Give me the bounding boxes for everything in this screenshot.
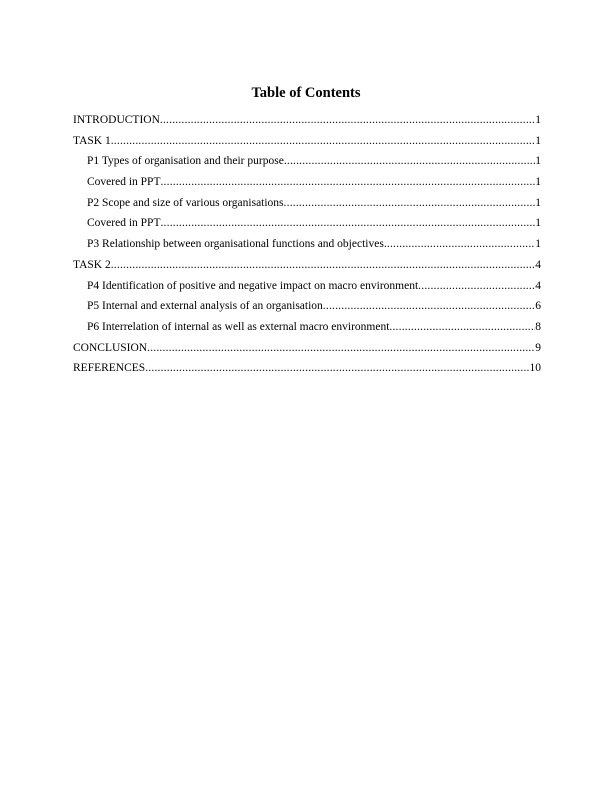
toc-entry-p2[interactable] xyxy=(73,196,541,217)
toc-entry-p1[interactable] xyxy=(73,154,541,175)
toc-entry-p4[interactable] xyxy=(73,279,541,300)
dot-leader xyxy=(389,320,535,334)
dot-leader xyxy=(111,134,536,148)
toc-entry-references[interactable] xyxy=(73,361,541,382)
toc-entry-page: 8 xyxy=(535,320,541,333)
dot-leader xyxy=(384,237,535,251)
toc-entry-label: P4 Identification of positive and negative impact on macro environment xyxy=(87,279,419,292)
dot-leader xyxy=(147,341,535,355)
toc-entry-page: 1 xyxy=(535,114,541,126)
toc-entry-label: REFERENCES xyxy=(73,362,146,375)
toc-entry-introduction[interactable] xyxy=(73,113,541,134)
dot-leader xyxy=(284,196,536,210)
toc-entry-label: P2 Scope and size of various organisations xyxy=(87,196,284,209)
toc-entry-p5[interactable] xyxy=(73,299,541,320)
toc-entry-label: P5 Internal and external analysis of an organisation xyxy=(87,300,323,313)
toc-entry-label: Covered in PPT xyxy=(87,217,161,230)
toc-entry-task-2[interactable] xyxy=(73,258,541,279)
toc-entry-label: TASK 1 xyxy=(73,134,111,147)
toc-entry-page: 1 xyxy=(535,155,541,168)
toc-entry-label: P3 Relationship between organisational functions and objectives xyxy=(87,238,384,251)
toc-entry-p3[interactable] xyxy=(73,237,541,258)
toc-entry-page: 1 xyxy=(535,196,541,209)
toc-entry-p6[interactable] xyxy=(73,320,541,341)
toc-entry-conclusion[interactable] xyxy=(73,341,541,362)
toc-entry-label: Covered in PPT xyxy=(87,176,161,189)
toc-entry-page: 10 xyxy=(529,362,541,375)
toc-entry-label: INTRODUCTION xyxy=(73,114,160,126)
toc-entry-page: 1 xyxy=(535,238,541,251)
toc-entry-page: 4 xyxy=(535,258,541,271)
toc-entry-label: P6 Interrelation of internal as well as external macro environment xyxy=(87,320,390,333)
toc-entry-label: CONCLUSION xyxy=(73,341,148,354)
toc-entry-page: 6 xyxy=(535,300,541,313)
dot-leader xyxy=(111,258,536,272)
dot-leader xyxy=(160,175,535,189)
toc-entry-label: P1 Types of organisation and their purpose xyxy=(87,155,284,168)
toc-list xyxy=(73,113,541,382)
dot-leader xyxy=(323,299,535,313)
dot-leader xyxy=(418,279,535,293)
toc-entry-task-1[interactable] xyxy=(73,134,541,155)
toc-entry-label: TASK 2 xyxy=(73,258,111,271)
dot-leader xyxy=(145,361,529,375)
toc-entry-page: 4 xyxy=(535,279,541,292)
toc-entry-page: 1 xyxy=(535,217,541,230)
dot-leader xyxy=(160,113,535,127)
dot-leader xyxy=(284,154,535,168)
toc-entry-covered-in-ppt-1[interactable] xyxy=(73,175,541,196)
toc-entry-page: 9 xyxy=(535,341,541,354)
toc-entry-page: 1 xyxy=(535,134,541,147)
dot-leader xyxy=(160,216,535,230)
toc-entry-covered-in-ppt-2[interactable] xyxy=(73,216,541,237)
toc-entry-page: 1 xyxy=(535,176,541,189)
toc-title: Table of Contents xyxy=(251,85,361,101)
